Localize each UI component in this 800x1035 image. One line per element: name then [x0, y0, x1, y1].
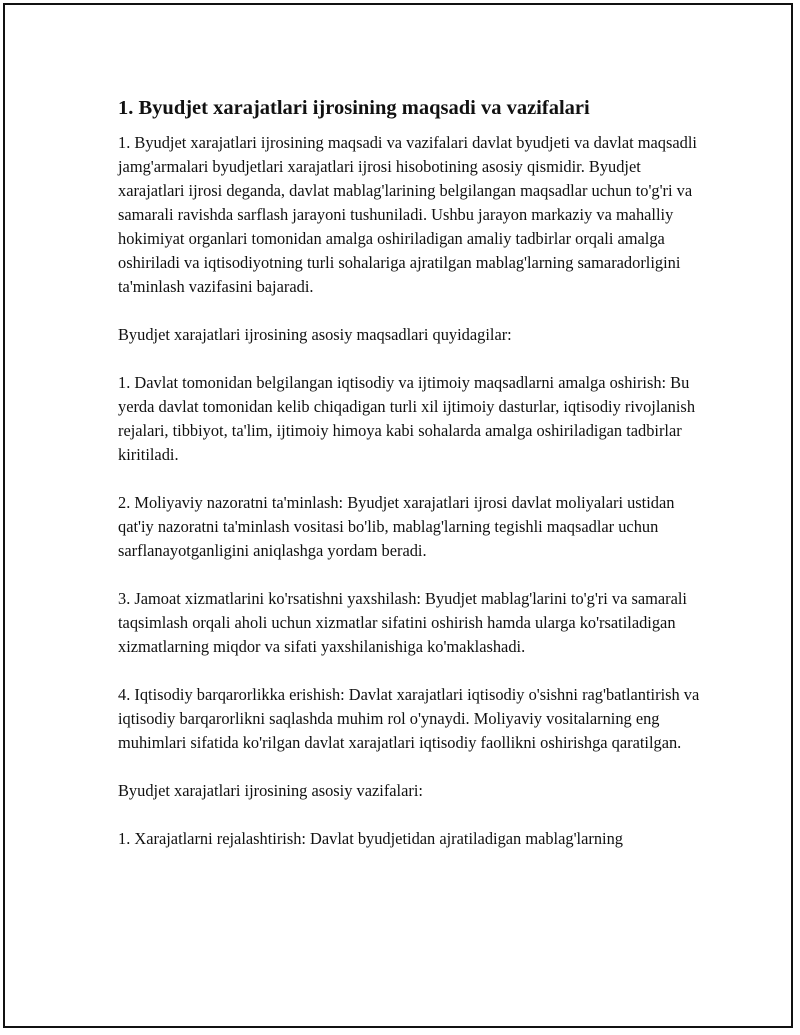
paragraph-intro: 1. Byudjet xarajatlari ijrosining maqsadi va vazifalari davlat byudjeti va davlat maqsadli jamg'armalari byudjetlari xarajatlari ijrosi hisobotining asosiy qismidir. Byudjet xarajatlari ijrosi deganda, davlat mablag'larining belgilangan maqsadlar uchun to'g'ri va samarali ravishda sarflash jarayoni tushuniladi. Ushbu jarayon markaziy va mahalliy hokimiyat organlari tomonidan amalga oshiriladigan amaliy tadbirlar orqali amalga oshiriladi va iqtisodiyotning turli sohalariga ajratilgan mablag'larning samaradorligini ta'minlash vazifasini bajaradi.	[118, 133, 697, 296]
section-heading: 1. Byudjet xarajatlari ijrosining maqsadi va vazifalari	[118, 97, 590, 119]
paragraph-task-1: 1. Xarajatlarni rejalashtirish: Davlat byudjetidan ajratiladigan mablag'larning	[118, 829, 623, 848]
paragraph-goal-4: 4. Iqtisodiy barqarorlikka erishish: Davlat xarajatlari iqtisodiy o'sishni rag'batlantirish va iqtisodiy barqarorlikni saqlashda muhim rol o'ynaydi. Moliyaviy vositalarning eng muhimlari sifatida ko'rilgan davlat xarajatlari iqtisodiy faollikni oshirishga qaratilgan.	[118, 685, 700, 752]
document-body	[118, 95, 708, 851]
paragraph-goals-intro: Byudjet xarajatlari ijrosining asosiy maqsadlari quyidagilar:	[118, 325, 512, 344]
paragraph-tasks-intro: Byudjet xarajatlari ijrosining asosiy vazifalari:	[118, 781, 423, 800]
paragraph-goal-3: 3. Jamoat xizmatlarini ko'rsatishni yaxshilash: Byudjet mablag'larini to'g'ri va samarali taqsimlash orqali aholi uchun xizmatlar sifatini oshirish hamda ularga ko'rsatiladigan xizmatlarning miqdor va sifati yaxshilanishiga ko'maklashadi.	[118, 589, 687, 656]
paragraph-goal-2: 2. Moliyaviy nazoratni ta'minlash: Byudjet xarajatlari ijrosi davlat moliyalari ustidan qat'iy nazoratni ta'minlash vositasi bo'lib, mablag'larning tegishli maqsadlar uchun sarflanayotganligini aniqlashga yordam beradi.	[118, 493, 675, 560]
paragraph-goal-1: 1. Davlat tomonidan belgilangan iqtisodiy va ijtimoiy maqsadlarni amalga oshirish: Bu yerda davlat tomonidan kelib chiqadigan turli xil ijtimoiy dasturlar, iqtisodiy rivojlanish rejalari, tibbiyot, ta'lim, ijtimoiy himoya kabi sohalarda amalga oshiriladigan tadbirlar kiritiladi.	[118, 373, 696, 464]
